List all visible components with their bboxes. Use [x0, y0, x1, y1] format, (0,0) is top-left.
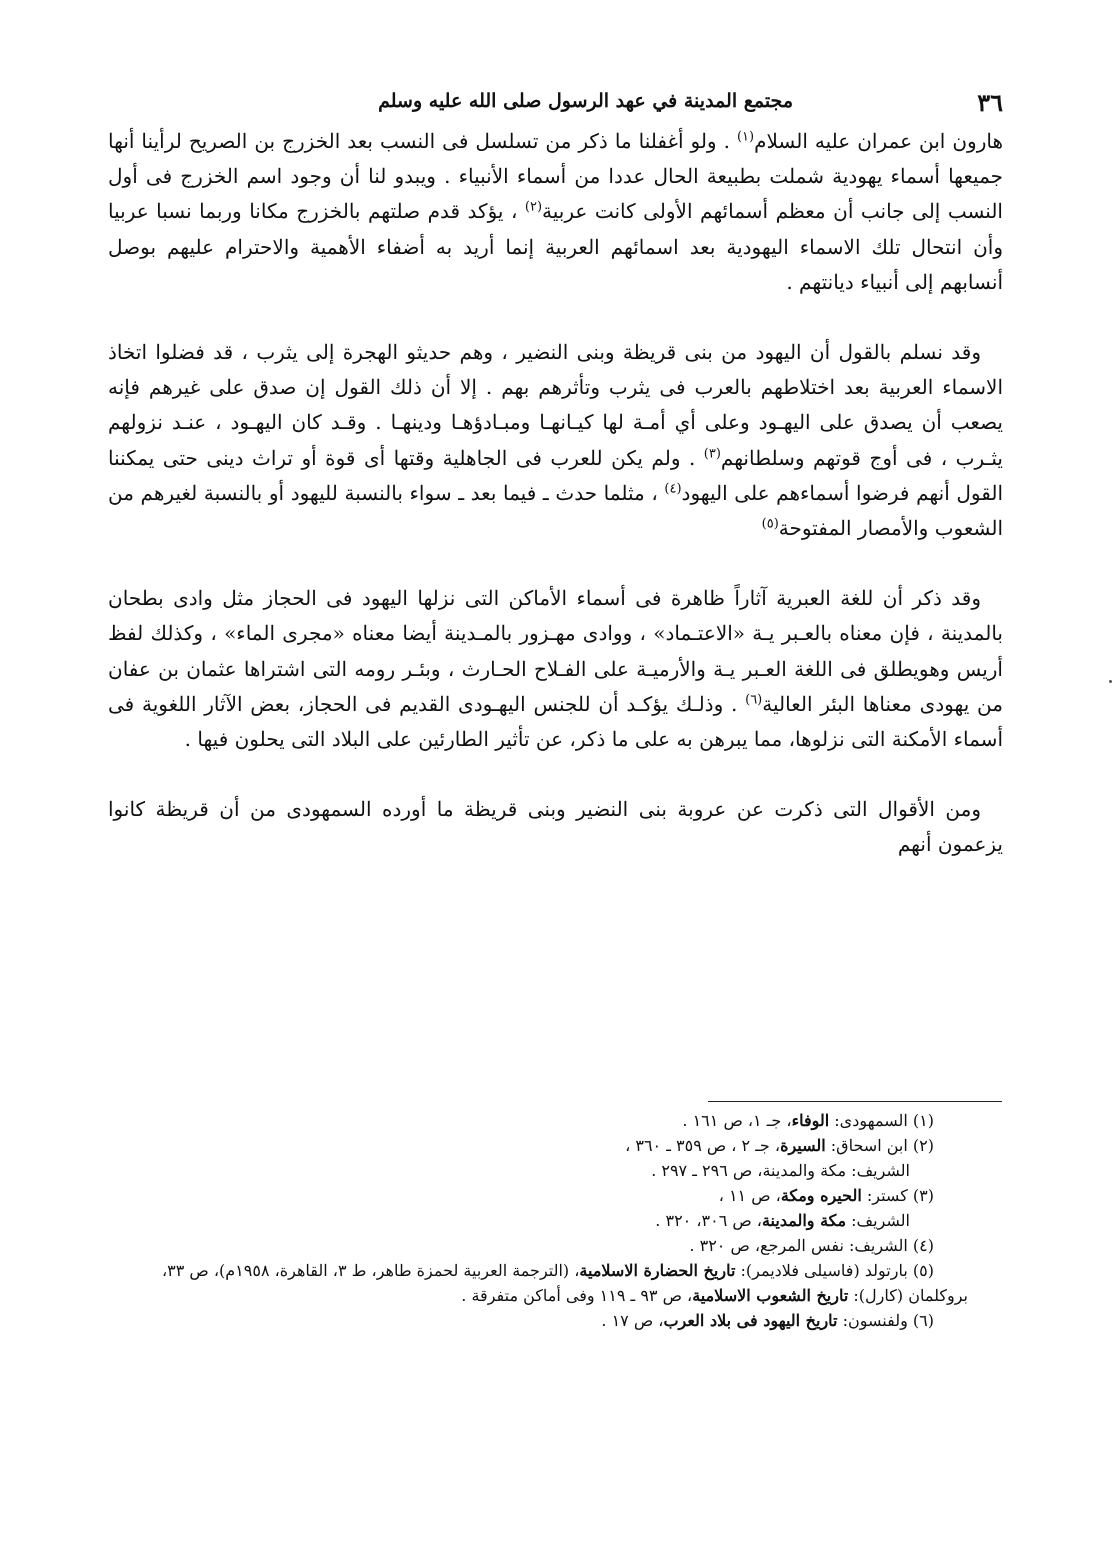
footnote: [108, 1108, 968, 1133]
page-number: ٣٦: [977, 88, 1003, 117]
footnote-citation: ، ص ١٧ .: [601, 1311, 664, 1330]
footnote-author: الشريف:: [846, 1211, 910, 1230]
paragraph-text: ومن الأقوال التى ذكرت عن عروبة بنى النضير وبنى قريظة ما أورده السمهودى من أن قريظة كانوا يزعمون أنهم: [108, 797, 1003, 857]
footnote-title: تاريخ اليهود فى بلاد العرب: [663, 1311, 838, 1330]
paragraph-text: وقد نسلم بالقول أن اليهود من بنى قريظة وبنى النضير ، وهم حديثو الهجرة إلى يثرب ، قد فضلوا اتخاذ الاسماء العربية بعد اختلاطهم بالعرب فى يثرب وتأثرهم بهم . إلا أن ذلك القول إن صدق على غيرهم فإنه يصعب أن يصدق على اليهـود وعلى أي أمـة لها كيـانهـا ومبـادؤهـا ودينهـا . وقـد كان اليهـود ، عنـد نزولهم يثـرب ، فى أوج قوتهم وسلطانهم: [108, 340, 1003, 470]
footnote-title: الحيره ومكة: [780, 1186, 862, 1205]
footnote-marker: (٥): [761, 516, 779, 532]
paragraph-text: ، مثلما حدث ـ فيما بعد ـ سواء بالنسبة لليهود أو بالنسبة لغيرهم من الشعوب والأمصار المفتوحة: [108, 480, 1003, 541]
footnotes: [108, 1108, 968, 1333]
footnote-title: السيرة: [780, 1136, 826, 1155]
footnote-divider: [708, 1101, 1002, 1102]
footnote-number: (٣): [912, 1186, 934, 1205]
paragraph-1: [108, 124, 1003, 300]
footnote-author: السمهودى:: [829, 1111, 908, 1130]
footnote-citation: ، جـ ١، ص ١٦١ .: [682, 1111, 792, 1130]
footnote-number: (٤): [912, 1236, 934, 1255]
paragraph-3: [108, 581, 1003, 757]
paragraph-text: ، يؤكد قدم صلتهم بالخزرج مكانا وربما نسبا عربيا وأن انتحال تلك الاسماء اليهودية بعد اسمائهم العربية إنما أريد به أضفاء الأهمية والاحترام عليهم بوصل أنسابهم إلى أنبياء ديانتهم .: [108, 199, 1003, 294]
footnote-author: الشريف: نفس المرجع، ص ٣٢٠ .: [689, 1236, 908, 1255]
footnote-marker: (٦): [745, 692, 763, 708]
footnote-marker: (٤): [664, 481, 682, 497]
footnote: [108, 1133, 968, 1158]
footnote-title: تاريخ الحضارة الاسلامية: [579, 1261, 736, 1280]
footnote: [108, 1233, 968, 1258]
paragraph-text: . ولو أغفلنا ما ذكر من تسلسل فى النسب بعد الخزرج بن الصريح لرأينا أنها جميعها أسماء يهودية شملت بطبيعة الحال عددا من أسماء الأنبياء . ويبدو لنا أن وجود اسم الخزرج فى أول النسب إلى جانب أن معظم أسمائهم الأولى كانت عربية: [108, 129, 1003, 224]
footnote-title: الوفاء: [791, 1111, 830, 1130]
footnote-author: ولفنسون:: [837, 1311, 908, 1330]
footnote-author: الشريف: مكة والمدينة، ص ٢٩٦ ـ ٢٩٧ .: [651, 1161, 910, 1180]
footnote-number: (٥): [912, 1261, 934, 1280]
footnote: [108, 1183, 968, 1208]
paragraph-text: . ولم يكن للعرب فى الجاهلية وقتها أى قوة أو تراث دينى حتى يمكننا القول أنهم فرضوا أسماءهم على اليهود: [108, 445, 1003, 505]
paragraph-text: هارون ابن عمران عليه السلام: [754, 129, 1004, 153]
footnote-marker: (١): [736, 129, 755, 145]
running-title: مجتمع المدينة في عهد الرسول صلى الله عليه وسلم: [378, 90, 793, 112]
footnote-number: (٦): [912, 1311, 934, 1330]
scan-speck: [1109, 680, 1112, 683]
paragraph-4: [108, 792, 1003, 862]
footnote: [108, 1258, 968, 1283]
footnote-marker: (٣): [703, 445, 721, 461]
paragraph-text: وقد ذكر أن للغة العبرية آثاراً ظاهرة فى أسماء الأماكن التى نزلها اليهود فى الحجاز مثل وادى بطحان بالمدينة ، فإن معناه بالعـبر يـة «الاعتـماد» ، ووادى مهـزور بالمـدينة أيضا معناه «مجرى الماء» ، وكذلك لفظ أريس وهويطلق فى اللغة العـبر يـة والأرميـة على الفـلاح الحـارث ، وبئـر رومه التى اشتراها عثمان بن عفان من يهودى معناها البئر العالية: [108, 586, 1003, 716]
footnote-number: (٢): [912, 1136, 934, 1155]
paragraph-2: [108, 335, 1003, 546]
paragraph-text: . وذلـك يؤكـد أن للجنس اليهـودى القديم فى الحجاز، بعض الآثار اللغوية فى أسماء الأمكنة التى نزلوها، مما يبرهن به على ما ذكر، عن تأثير الطارئين على البلاد التى يحلون فيها .: [108, 691, 1003, 752]
footnote-author: بروكلمان (كارل):: [848, 1286, 968, 1305]
footnote-author: كستر:: [861, 1186, 908, 1205]
footnote-title: تاريخ الشعوب الاسلامية: [692, 1286, 849, 1305]
footnote-continuation: [108, 1208, 968, 1233]
footnote-marker: (٢): [524, 199, 543, 215]
footnote-continuation: [108, 1283, 968, 1308]
footnote-citation: ، (الترجمة العربية لحمزة طاهر، ط ٣، القاهرة، ١٩٥٨م)، ص ٣٣،: [161, 1261, 580, 1280]
footnote-number: (١): [912, 1111, 934, 1130]
footnote-title: مكة والمدينة: [761, 1211, 847, 1230]
footnote-author: بارتولد (فاسيلى فلاديمر):: [735, 1261, 908, 1280]
footnote-citation: ، ص ١١ ،: [718, 1186, 781, 1205]
footnote: [108, 1308, 968, 1333]
body-text: [108, 124, 1003, 898]
footnote-author: ابن اسحاق:: [825, 1136, 908, 1155]
page-header: [108, 84, 1003, 120]
footnote-citation: ، جـ ٢ ، ص ٣٥٩ ـ ٣٦٠ ،: [625, 1136, 781, 1155]
footnote-citation: ، ص ٣٠٦، ٣٢٠ .: [655, 1211, 762, 1230]
footnote-continuation: [108, 1158, 968, 1183]
footnote-citation: ، ص ٩٣ ـ ١١٩ وفى أماكن متفرقة .: [461, 1286, 693, 1305]
